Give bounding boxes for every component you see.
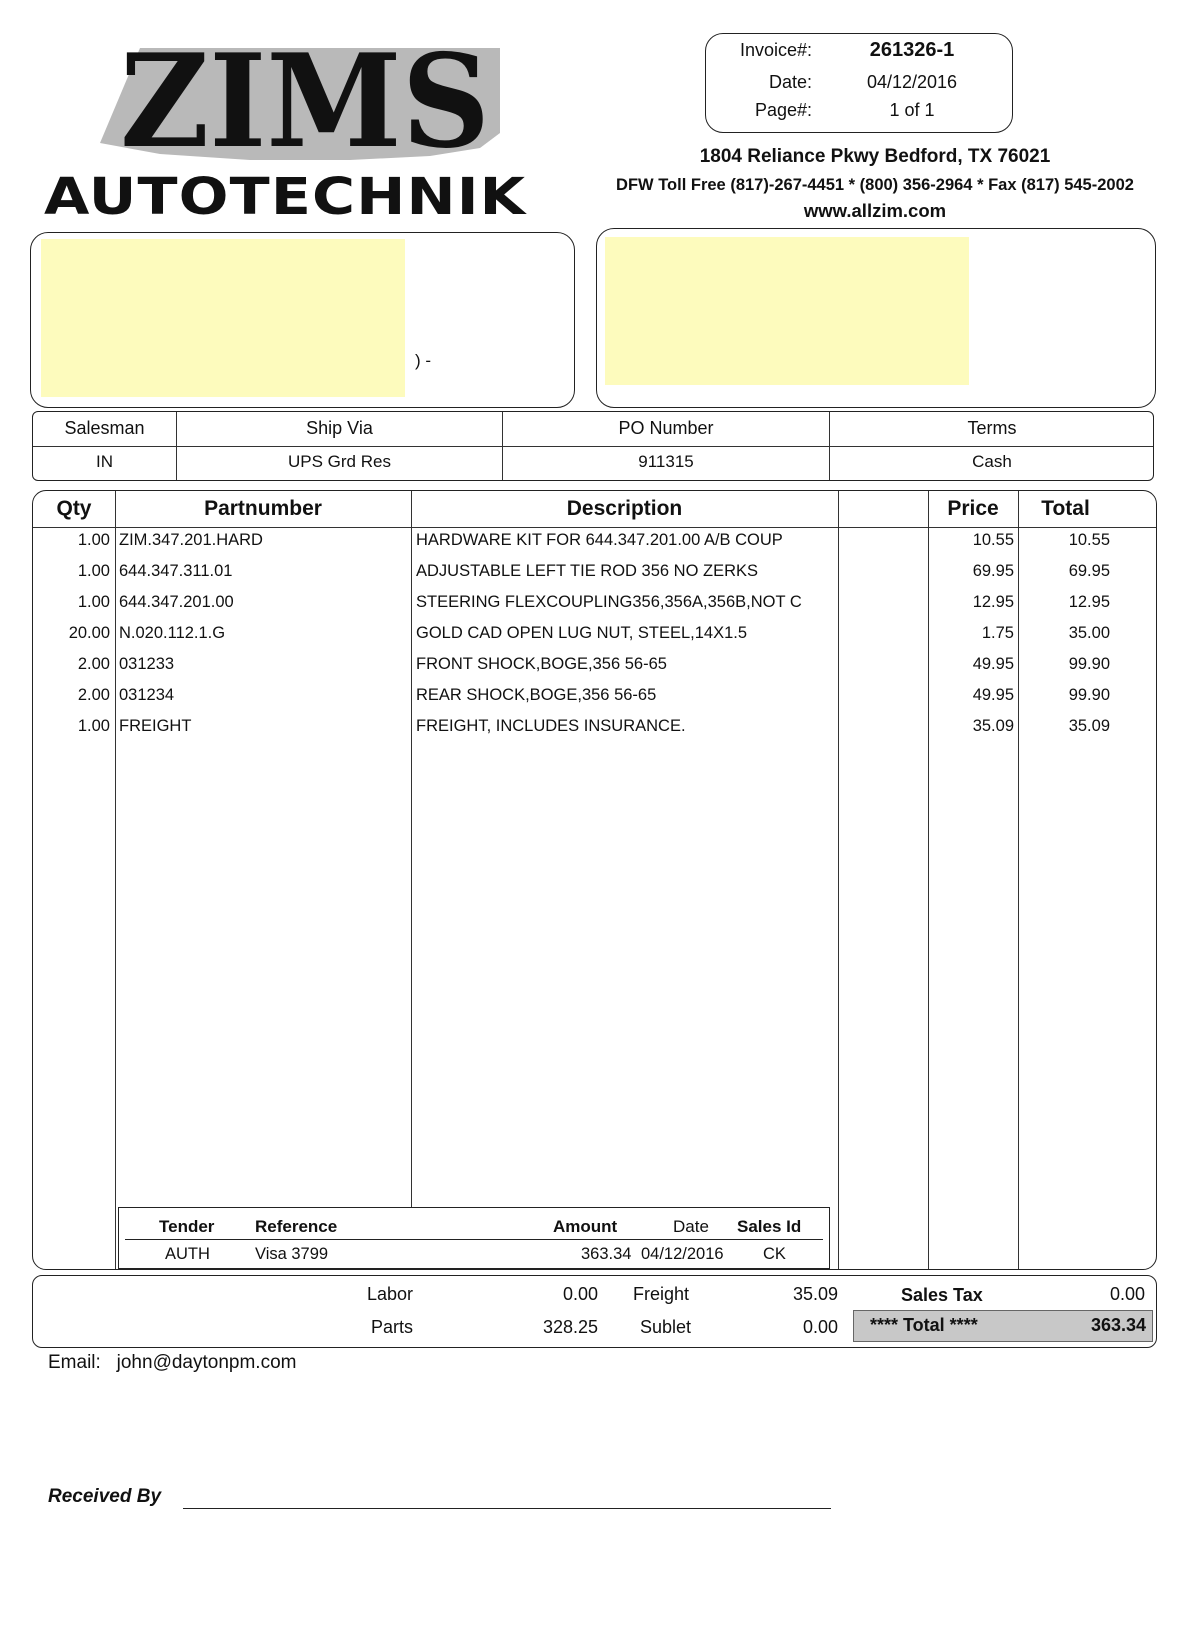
grand-total-label: **** Total **** bbox=[870, 1315, 978, 1335]
sublet-value: 0.00 bbox=[802, 1317, 838, 1337]
item-qty: 2.00 bbox=[77, 686, 110, 704]
invoice-page-label: Page#: bbox=[754, 100, 812, 120]
item-description: HARDWARE KIT FOR 644.347.201.00 A/B COUP bbox=[416, 531, 783, 549]
ship-via-cell bbox=[177, 412, 503, 480]
order-info-table bbox=[32, 411, 1154, 481]
parts-label: Parts bbox=[371, 1317, 414, 1337]
invoice-number: 261326-1 bbox=[869, 39, 955, 61]
signature-line[interactable] bbox=[183, 1508, 831, 1509]
invoice-date: 04/12/2016 bbox=[866, 72, 958, 92]
item-partnumber: ZIM.347.201.HARD bbox=[119, 531, 263, 549]
tender-date-header: Date bbox=[673, 1217, 709, 1236]
invoice-page: 1 of 1 bbox=[889, 100, 935, 120]
item-price: 35.09 bbox=[972, 717, 1014, 735]
qty-header: Qty bbox=[56, 497, 92, 520]
part-column-rule bbox=[411, 491, 412, 1269]
sales-id-value: CK bbox=[763, 1245, 786, 1263]
freight-label: Freight bbox=[633, 1284, 690, 1304]
item-qty: 1.00 bbox=[77, 562, 110, 580]
po-number-cell bbox=[503, 412, 830, 480]
item-total: 99.90 bbox=[1068, 655, 1110, 673]
customer-phone-fragment: ) - bbox=[415, 351, 432, 370]
item-description: FREIGHT, INCLUDES INSURANCE. bbox=[416, 717, 686, 735]
item-price: 69.95 bbox=[972, 562, 1014, 580]
item-price: 10.55 bbox=[972, 531, 1014, 549]
item-partnumber: 644.347.201.00 bbox=[119, 593, 234, 611]
redacted-bill-to bbox=[41, 239, 405, 397]
item-price: 49.95 bbox=[972, 655, 1014, 673]
item-description: ADJUSTABLE LEFT TIE ROD 356 NO ZERKS bbox=[416, 562, 759, 580]
item-price: 12.95 bbox=[972, 593, 1014, 611]
sales-id-header: Sales Id bbox=[737, 1217, 802, 1236]
bill-to-box bbox=[30, 232, 575, 408]
salesman-header: Salesman bbox=[64, 418, 145, 438]
amount-header: Amount bbox=[553, 1217, 618, 1236]
desc-column-rule bbox=[838, 491, 839, 1269]
ship-to-box bbox=[596, 228, 1156, 408]
tender-header: Tender bbox=[159, 1217, 215, 1236]
invoice-info-box bbox=[705, 33, 1013, 133]
reference-value: Visa 3799 bbox=[255, 1245, 329, 1263]
invoice-number-label: Invoice#: bbox=[739, 40, 812, 60]
item-total: 10.55 bbox=[1068, 531, 1110, 549]
zims-logo bbox=[100, 28, 500, 168]
item-partnumber: 644.347.311.01 bbox=[119, 562, 233, 580]
labor-label: Labor bbox=[367, 1284, 414, 1304]
po-number-value: 911315 bbox=[638, 452, 694, 471]
line-items-table bbox=[32, 490, 1157, 1270]
price-header: Price bbox=[947, 497, 999, 520]
tender-value: AUTH bbox=[165, 1245, 210, 1263]
item-description: FRONT SHOCK,BOGE,356 56-65 bbox=[416, 655, 667, 673]
totals-box bbox=[32, 1275, 1157, 1348]
tender-rule-right bbox=[549, 1239, 823, 1240]
item-partnumber: FREIGHT bbox=[119, 717, 192, 735]
svg-text:ZIMS: ZIMS bbox=[120, 28, 490, 168]
salesman-value: IN bbox=[96, 452, 113, 471]
autotechnik-wordmark: AUTOTECHNIK bbox=[44, 168, 527, 227]
reference-header: Reference bbox=[255, 1217, 338, 1236]
company-address: 1804 Reliance Pkwy Bedford, TX 76021 bbox=[699, 146, 1051, 167]
tender-rule-left bbox=[125, 1239, 557, 1240]
invoice-date-label: Date: bbox=[768, 72, 812, 92]
grand-total-value: 363.34 bbox=[1090, 1315, 1146, 1335]
received-by-label: Received By bbox=[48, 1486, 162, 1507]
grand-total-band bbox=[853, 1310, 1153, 1342]
labor-value: 0.00 bbox=[562, 1284, 598, 1304]
item-total: 69.95 bbox=[1068, 562, 1110, 580]
amount-value: 363.34 bbox=[581, 1245, 632, 1263]
items-header-rule bbox=[33, 527, 1156, 528]
item-partnumber: 031234 bbox=[119, 686, 175, 704]
item-partnumber: N.020.112.1.G bbox=[119, 624, 226, 642]
description-header: Description bbox=[566, 497, 683, 520]
po-number-header: PO Number bbox=[618, 418, 714, 438]
company-website[interactable]: www.allzim.com bbox=[803, 200, 947, 221]
sales-tax-label: Sales Tax bbox=[901, 1285, 983, 1305]
item-qty: 2.00 bbox=[77, 655, 110, 673]
freight-value: 35.09 bbox=[792, 1284, 838, 1304]
item-qty: 20.00 bbox=[68, 624, 110, 642]
item-description: STEERING FLEXCOUPLING356,356A,356B,NOT C bbox=[416, 593, 802, 611]
item-qty: 1.00 bbox=[77, 593, 110, 611]
item-price: 49.95 bbox=[972, 686, 1014, 704]
parts-value: 328.25 bbox=[542, 1317, 598, 1337]
sales-tax-value: 0.00 bbox=[1109, 1284, 1145, 1304]
terms-value: Cash bbox=[972, 452, 1012, 471]
tender-date-value: 04/12/2016 bbox=[641, 1245, 724, 1263]
email-label: Email: bbox=[48, 1352, 101, 1373]
sublet-label: Sublet bbox=[640, 1317, 692, 1337]
company-phones: DFW Toll Free (817)-267-4451 * (800) 356-2964 * Fax (817) 545-2002 bbox=[616, 176, 1134, 194]
item-qty: 1.00 bbox=[77, 717, 110, 735]
item-price: 1.75 bbox=[981, 624, 1014, 642]
item-total: 35.00 bbox=[1068, 624, 1110, 642]
item-total: 99.90 bbox=[1068, 686, 1110, 704]
item-total: 35.09 bbox=[1068, 717, 1110, 735]
item-total: 12.95 bbox=[1068, 593, 1110, 611]
item-description: REAR SHOCK,BOGE,356 56-65 bbox=[416, 686, 657, 704]
item-qty: 1.00 bbox=[77, 531, 110, 549]
terms-header: Terms bbox=[967, 418, 1017, 438]
ship-via-value: UPS Grd Res bbox=[288, 452, 391, 471]
partnumber-header: Partnumber bbox=[204, 497, 322, 520]
redacted-ship-to bbox=[605, 237, 969, 385]
total-header: Total bbox=[1041, 497, 1090, 520]
terms-cell bbox=[830, 412, 1154, 480]
email-line bbox=[48, 1352, 296, 1374]
email-value[interactable]: john@daytonpm.com bbox=[116, 1352, 297, 1373]
salesman-cell bbox=[33, 412, 177, 480]
ship-via-header: Ship Via bbox=[306, 418, 373, 438]
item-partnumber: 031233 bbox=[119, 655, 175, 673]
qty-column-rule bbox=[115, 491, 116, 1269]
item-description: GOLD CAD OPEN LUG NUT, STEEL,14X1.5 bbox=[416, 624, 748, 642]
tender-table bbox=[118, 1207, 830, 1269]
